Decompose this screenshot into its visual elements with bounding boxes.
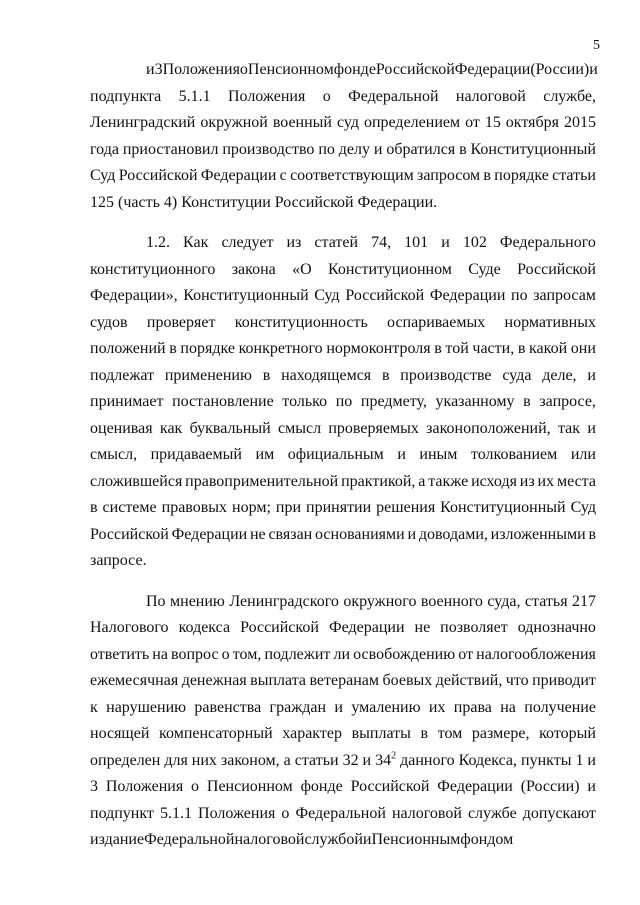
word: выплаты	[351, 725, 411, 742]
word: с	[279, 167, 287, 184]
word: и	[146, 61, 155, 78]
word: практикой,	[341, 472, 416, 490]
word: законоположений,	[426, 419, 551, 437]
word: том	[437, 725, 463, 742]
word: 1	[575, 751, 584, 769]
word: Российской	[240, 619, 319, 636]
word: запросам	[533, 287, 596, 304]
text-line	[90, 283, 596, 310]
word: также	[428, 472, 469, 490]
word: сложившейся	[90, 472, 183, 490]
word: предмету,	[360, 393, 427, 410]
word: вопрос	[171, 645, 219, 663]
word: который	[539, 725, 596, 742]
word: умалению	[351, 698, 421, 716]
word: «О	[292, 260, 312, 278]
word: 3	[90, 778, 98, 795]
text-line	[90, 827, 596, 854]
text-line	[90, 57, 596, 84]
word: и	[373, 140, 383, 158]
word: и	[589, 61, 598, 78]
word: Российской	[350, 778, 430, 795]
word: фонде	[333, 61, 376, 78]
text-line	[90, 695, 596, 722]
word: службой	[304, 831, 363, 848]
word: 102	[462, 234, 487, 251]
word: 1.2.	[146, 234, 170, 251]
word: проверяет	[146, 313, 216, 331]
word: нарушению	[106, 698, 187, 716]
word: однозначно	[517, 619, 596, 636]
word: Конституционный	[440, 499, 566, 516]
paragraph-1	[90, 57, 596, 216]
word: смысл	[277, 419, 322, 437]
word: 32	[342, 751, 359, 769]
word: 74,	[371, 234, 392, 251]
word: из	[519, 472, 535, 490]
word: и	[587, 366, 596, 384]
word: и	[397, 446, 406, 463]
word: и	[407, 525, 417, 543]
word: Конституционный	[470, 140, 596, 158]
word: связан	[268, 525, 313, 543]
word: делу	[338, 140, 370, 158]
word: норм;	[232, 499, 271, 516]
word: так	[557, 419, 581, 437]
word: Положения	[105, 778, 184, 795]
word: на	[152, 645, 168, 663]
word: выплата	[250, 672, 306, 689]
word: официальным	[287, 446, 384, 463]
text-line	[90, 230, 596, 257]
word: 101	[404, 234, 429, 251]
word: в	[420, 725, 429, 742]
word: компенсаторный	[159, 725, 273, 742]
word: Федерального	[499, 234, 596, 251]
word: их	[537, 472, 555, 490]
word: военного	[420, 592, 483, 610]
word: обратился	[386, 140, 456, 158]
word: принимает	[90, 393, 164, 410]
word: Положения	[198, 804, 276, 822]
word: позволяет	[440, 619, 508, 636]
word: по	[318, 140, 335, 158]
word: нормативных	[504, 313, 596, 331]
word: о	[322, 87, 331, 105]
word: по	[511, 287, 528, 304]
word: правоприменительной	[185, 472, 339, 490]
word: окружной	[200, 114, 268, 131]
word: статьи	[552, 167, 596, 184]
word: Федеральной	[295, 804, 386, 822]
word: доводами,	[418, 525, 488, 543]
word: конституционного	[90, 260, 216, 278]
word: в	[381, 366, 390, 384]
word: Ленинградский	[90, 114, 196, 131]
word: следует	[221, 234, 274, 251]
word: в	[523, 393, 531, 410]
word: По	[146, 592, 166, 610]
word: Федерации	[429, 287, 506, 304]
word: как	[159, 419, 183, 437]
text-line	[90, 589, 596, 616]
word: налоговой	[234, 831, 305, 848]
word: Федеральной	[348, 87, 439, 105]
word: налогообложения	[476, 645, 596, 663]
word: пункты	[521, 751, 572, 769]
word: какой	[529, 340, 568, 357]
word: их	[428, 698, 446, 716]
text-line	[90, 495, 596, 522]
word: Российской	[345, 287, 425, 304]
word: при	[275, 499, 302, 516]
text-line	[90, 522, 596, 549]
word: не	[414, 619, 431, 636]
word: и	[441, 234, 450, 251]
word: 125 (часть 4) Конституции Российской Федерации.	[90, 193, 438, 211]
word: фонде	[300, 778, 343, 795]
word: Положения	[162, 61, 240, 78]
text-line	[90, 257, 596, 284]
word: судов	[90, 313, 128, 331]
word: ветеранам	[309, 672, 380, 689]
word: по	[335, 393, 353, 410]
text-line	[90, 190, 596, 217]
word: на	[500, 698, 516, 716]
word: запросом	[417, 167, 481, 184]
word: Положения	[227, 87, 306, 105]
word: Федерации	[171, 525, 248, 543]
text-line	[90, 548, 596, 575]
text-line	[90, 721, 596, 748]
word: 15	[484, 114, 501, 131]
word: Пенсионном	[247, 61, 334, 78]
word: 2015	[563, 114, 596, 131]
word: налоговой	[391, 804, 462, 822]
text-line	[90, 84, 596, 111]
word: подпункт	[90, 804, 154, 822]
word: мнению	[170, 592, 225, 610]
word: фондом	[460, 831, 514, 848]
word: (России)	[530, 61, 590, 78]
text-line	[90, 363, 596, 390]
word: Федерации»,	[90, 287, 178, 304]
word: размере,	[471, 725, 530, 742]
word: Кодекса,	[458, 751, 518, 769]
text-line	[90, 615, 596, 642]
word: суда	[502, 366, 532, 384]
word: суда,	[487, 592, 521, 610]
word: конкретного	[238, 340, 323, 357]
text-line	[90, 642, 596, 669]
word: нормоконтроля	[326, 340, 431, 357]
word: Российской	[118, 167, 198, 184]
word: Федерации	[200, 167, 277, 184]
word: в	[434, 340, 442, 357]
word: Ленинградского	[229, 592, 339, 610]
word: и	[362, 831, 372, 848]
word: подлежит	[264, 645, 331, 663]
word: Российской	[90, 525, 169, 543]
word: соответствующим	[290, 167, 414, 184]
word: оценивая	[90, 419, 153, 437]
word: Конституционный	[183, 287, 309, 304]
word: 217	[571, 592, 596, 610]
word: не	[249, 525, 266, 543]
word: службе	[467, 804, 517, 822]
word: смысл,	[90, 446, 138, 463]
word: а	[418, 472, 426, 490]
text-line	[90, 137, 596, 164]
word: указанному	[435, 393, 515, 410]
word: о	[281, 804, 290, 822]
word: иным	[419, 446, 458, 463]
word: в	[169, 340, 177, 357]
word: порядке	[494, 167, 549, 184]
word: положений	[90, 340, 166, 357]
word: денежная	[181, 672, 247, 689]
word: суд	[336, 114, 359, 131]
word: Суд	[90, 167, 116, 184]
word: о	[221, 645, 230, 663]
word: решения	[376, 499, 436, 516]
word: и	[334, 698, 343, 716]
word: 3	[154, 61, 163, 78]
word: производство	[222, 140, 315, 158]
word: Конституционном	[327, 260, 452, 278]
word: порядке	[180, 340, 235, 357]
word: находящемся	[281, 366, 372, 384]
word: них	[191, 751, 217, 769]
word: они	[570, 340, 596, 357]
word: запросе,	[539, 393, 596, 410]
word: законом,	[220, 751, 280, 769]
word: статей	[314, 234, 359, 251]
word: в	[483, 167, 491, 184]
word: запросе.	[90, 552, 147, 569]
word: ежемесячная	[90, 672, 179, 689]
word: в	[517, 340, 526, 357]
word: (России)	[520, 778, 580, 795]
word: закона	[231, 260, 276, 278]
word: основаниями	[315, 525, 405, 543]
word: 5.1.1	[178, 87, 211, 105]
word: том,	[232, 645, 262, 663]
word: места	[556, 472, 596, 490]
word: Суд	[314, 287, 340, 304]
word: конституционность	[234, 313, 368, 331]
text-line	[90, 442, 596, 469]
word: получение	[524, 698, 596, 716]
word: освобождению	[353, 645, 456, 663]
word: части,	[472, 340, 515, 357]
word: и	[587, 419, 596, 437]
word: года	[90, 140, 119, 158]
word: военный	[272, 114, 332, 131]
word: от	[458, 645, 474, 663]
document-body	[90, 57, 596, 854]
word: для	[164, 751, 188, 769]
word: окружного	[343, 592, 417, 610]
word: в	[588, 525, 596, 543]
word: о	[191, 778, 200, 795]
text-line	[90, 310, 596, 337]
word: правовых	[161, 499, 228, 516]
word: из	[286, 234, 302, 251]
word: статьи	[294, 751, 339, 769]
word: подлежат	[90, 366, 155, 384]
word: Пенсионным	[371, 831, 461, 848]
page-number: 5	[593, 38, 600, 53]
word: Федеральной	[144, 831, 235, 848]
word: характер	[282, 725, 342, 742]
paragraph-1-2	[90, 230, 596, 575]
word: в	[90, 499, 98, 516]
word: от	[465, 114, 480, 131]
word: в	[262, 366, 271, 384]
word: Федерации	[328, 619, 405, 636]
paragraph-court-opinion	[90, 589, 596, 854]
word: ответить	[90, 645, 150, 663]
word: службе,	[543, 87, 596, 105]
word: допускают	[522, 804, 596, 822]
word: им	[255, 446, 275, 463]
word: о	[239, 61, 248, 78]
text-line	[90, 389, 596, 416]
word: данного	[400, 751, 455, 769]
word: Налогового	[90, 619, 169, 636]
word: изложенными	[490, 525, 586, 543]
word: и	[587, 778, 596, 795]
word: подпункта	[90, 87, 162, 105]
word: Как	[183, 234, 209, 251]
word: деле,	[542, 366, 577, 384]
text-line	[90, 801, 596, 828]
text-line	[90, 110, 596, 137]
word: и	[587, 751, 596, 769]
text-line	[90, 668, 596, 695]
word: а	[283, 751, 291, 769]
word: применению	[164, 366, 252, 384]
word: издание	[90, 831, 145, 848]
text-line	[90, 469, 596, 496]
word: к	[90, 698, 98, 716]
word: статья	[524, 592, 568, 610]
word: ли	[333, 645, 351, 663]
text-line	[90, 416, 596, 443]
text-line	[90, 774, 596, 801]
word: права	[453, 698, 492, 716]
word: исходя	[471, 472, 517, 490]
word: в	[459, 140, 467, 158]
word: равенства	[194, 698, 262, 716]
word: 5.1.1	[159, 804, 192, 822]
word: только	[282, 393, 328, 410]
word: Пенсионном	[206, 778, 293, 795]
word: придаваемый	[150, 446, 242, 463]
word: приводит	[532, 672, 596, 689]
word: оспариваемых	[387, 313, 486, 331]
word: определен	[90, 751, 161, 769]
word: Суде	[468, 260, 501, 278]
word: толкованием	[470, 446, 558, 463]
word: и	[362, 751, 372, 769]
word: Федерации	[437, 778, 513, 795]
superscript: 2	[391, 750, 397, 762]
word: действий,	[435, 672, 503, 689]
word: что	[505, 672, 529, 689]
word: определением	[363, 114, 461, 131]
text-line	[90, 163, 596, 190]
word: Российской	[375, 61, 455, 78]
word: Российской	[517, 260, 596, 278]
word: принятии	[306, 499, 372, 516]
word: проверяемых	[328, 419, 419, 437]
word: производстве	[400, 366, 492, 384]
word: боевых	[382, 672, 433, 689]
word: носящей	[90, 725, 150, 742]
word: Суд	[570, 499, 596, 516]
word: или	[570, 446, 596, 463]
word: $34^2$	[375, 750, 397, 769]
word: постановление	[172, 393, 274, 410]
word: граждан	[269, 698, 327, 716]
word: октября	[505, 114, 559, 131]
word: приостановил	[122, 140, 219, 158]
word: системе	[102, 499, 157, 516]
word: буквальный	[189, 419, 271, 437]
text-line	[90, 336, 596, 363]
word: налоговой	[455, 87, 526, 105]
word: той	[445, 340, 469, 357]
word: Федерации	[454, 61, 531, 78]
text-line	[90, 748, 596, 775]
word: кодекса	[178, 619, 231, 636]
